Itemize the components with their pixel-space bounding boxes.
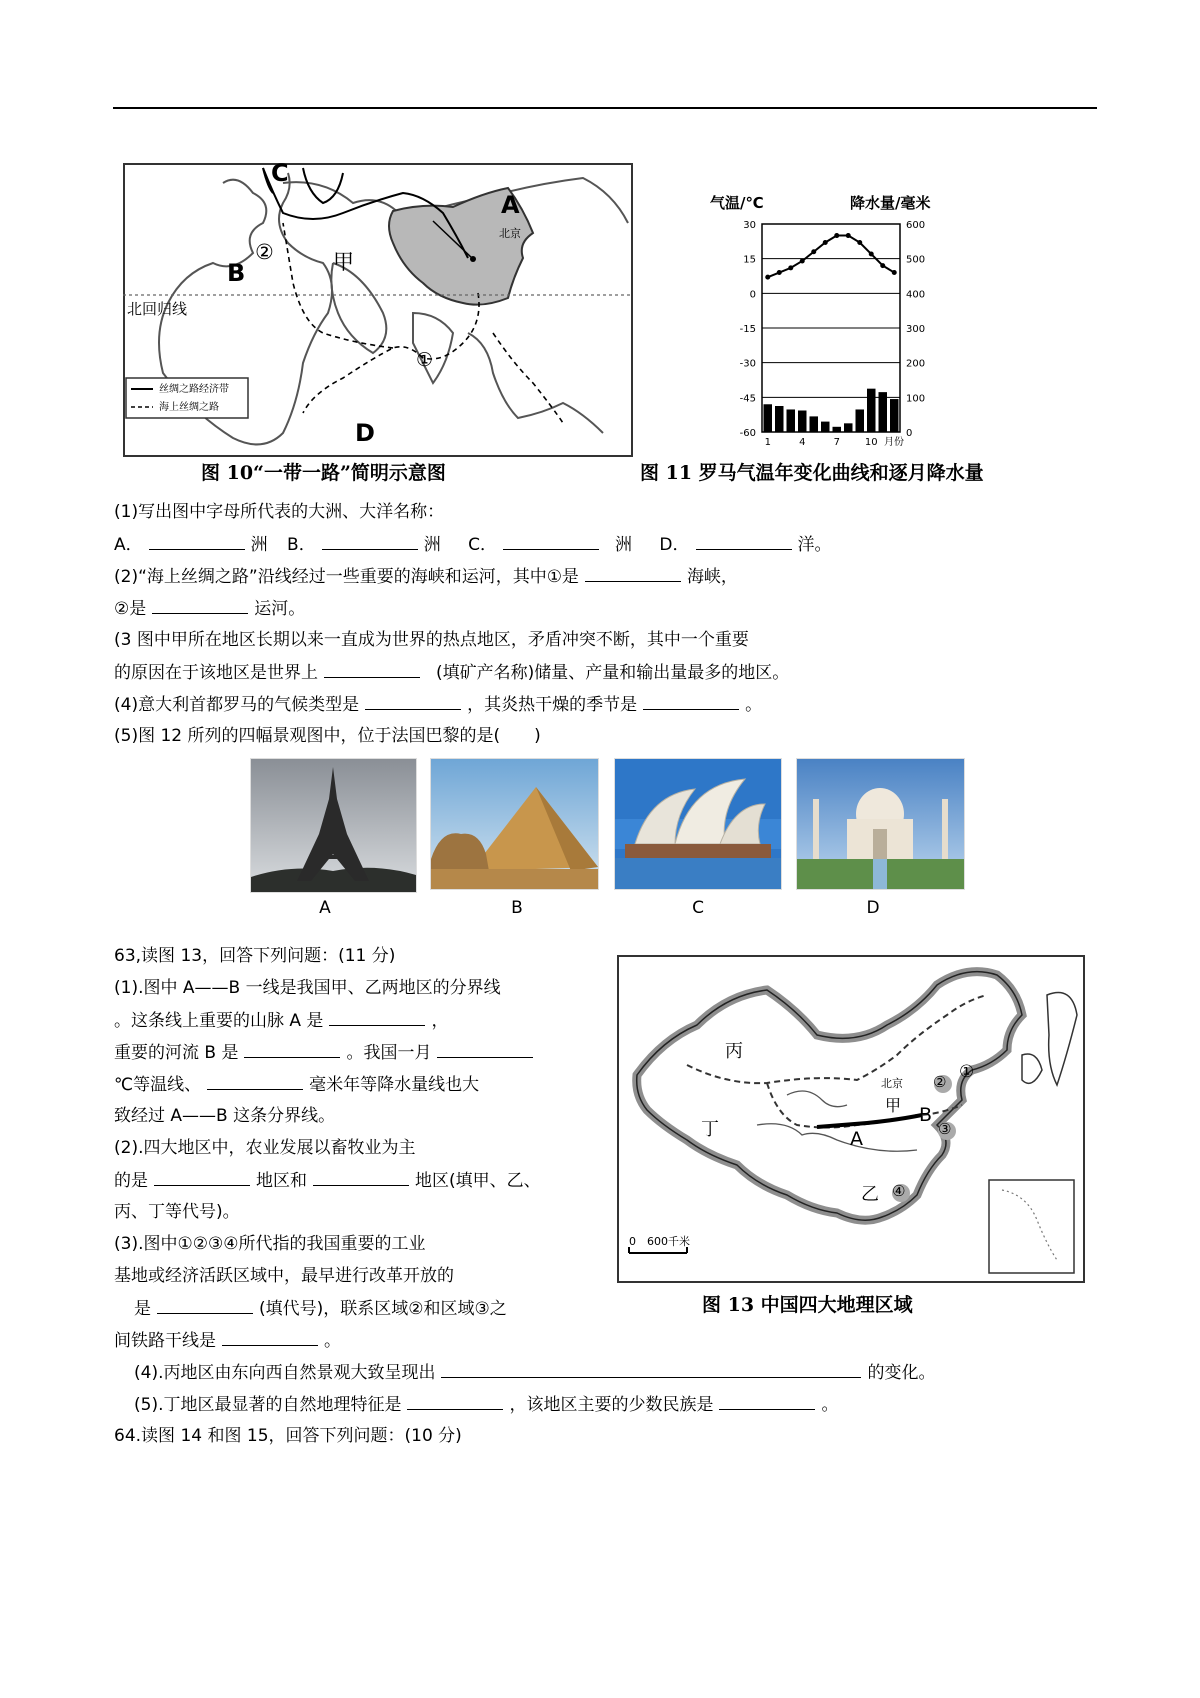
fig10-legend-belt: 丝绸之路经济带 [159,384,229,395]
photo-d-label: D [866,898,880,918]
q4-text-b: ，其炎热干燥的季节是 [467,695,638,715]
q64-title [114,1425,462,1447]
q1-c-label: C． [468,535,497,555]
temp-tick-label: -15 [739,324,756,335]
temperature-point [777,270,782,275]
fig10-circle-1: ① [416,349,434,371]
precip-bar [798,411,807,432]
q2-text-c: ②是 [114,599,147,619]
q63-p1-c: 重要的河流 B 是 [114,1043,239,1063]
q1-a-label: A． [114,535,143,555]
q63-p1-line2 [114,1009,448,1032]
fig10-legend-maritime: 海上丝绸之路 [159,402,219,413]
q4-season-blank[interactable] [643,693,739,710]
temperature-point [869,252,874,257]
month-tick-label: 1 [764,437,771,448]
question-3-line2 [114,661,789,684]
question-2-line2 [114,597,305,620]
q63-p2-b3: 地区(填甲、乙、 [415,1171,541,1191]
q63-pastoral-blank-2[interactable] [313,1169,409,1186]
q63-p2-a: (2).四大地区中，农业发展以畜牧业为主 [114,1138,416,1158]
q1-b-zhou: 洲 [423,535,441,555]
q63-p1-d2: 毫米年等降水量线也大 [309,1075,480,1095]
photo-b-label: B [511,898,523,918]
temperature-point [892,270,897,275]
q63-p3-line1 [114,1233,425,1255]
q1-b-blank[interactable] [322,533,418,550]
q63-p1-line5 [114,1105,335,1127]
figure-10-caption: 图 10“一带一路”简明示意图 [201,462,446,484]
temperature-point [834,233,839,238]
precip-tick-label: 400 [906,289,926,301]
q63-p3-d: 间铁路干线是 [114,1331,216,1351]
q1-c-zhou: 洲 [615,535,632,555]
q4-text-c: 。 [745,695,763,715]
q1-b-label: B． [287,535,316,555]
q2-text-a: (2)“海上丝绸之路”沿线经过一些重要的海峡和运河，其中①是 [114,567,579,587]
q63-landscape-blank[interactable] [441,1361,861,1378]
header-rule [113,107,1097,109]
precip-bar [890,399,899,432]
q63-p1-b2: ， [431,1011,449,1031]
q63-p2-line1 [114,1137,415,1159]
q63-p1-e: 致经过 A——B 这条分界线。 [114,1106,336,1126]
q3-text-b: 的原因在于该地区是世界上 [114,663,318,683]
figure-13-china-map [617,955,1085,1285]
q63-mountain-blank[interactable] [329,1009,425,1026]
q63-p5-b: ，该地区主要的少数民族是 [509,1395,714,1415]
figure-11-caption: 图 11 罗马气温年变化曲线和逐月降水量 [640,462,984,484]
fig13-region-ding: 丁 [701,1119,719,1140]
precip-bar [787,409,796,432]
fig10-letter-b: B [227,259,246,287]
month-tick-label: 4 [799,437,806,448]
precip-bar [810,416,819,432]
photo-c-label: C [692,898,704,918]
q2-strait-blank[interactable] [585,565,681,582]
temperature-point [765,275,770,280]
q1-d-yang: 洋。 [797,535,832,555]
q63-p3-c: 是 [134,1299,151,1319]
fig11-precip-axis-label: 降水量/毫米 [850,194,931,212]
precip-bar [856,409,865,432]
precip-bar [833,427,842,432]
fig10-beijing-label: 北京 [499,227,521,240]
temperature-point [880,263,885,268]
fig13-region-bing: 丙 [725,1041,743,1062]
fig11-temp-axis-label: 气温/℃ [710,194,764,212]
figure-11-climate-chart [710,192,960,452]
temp-tick-label: -30 [739,358,756,370]
q63-title [114,945,395,967]
temperature-point [846,233,851,238]
temp-tick-label: 30 [743,220,756,231]
q63-reform-blank[interactable] [157,1297,253,1314]
precip-tick-label: 500 [906,254,926,266]
precip-bar [879,392,888,432]
q63-minority-blank[interactable] [719,1393,815,1410]
q3-text-c: (填矿产名称)储量、产量和输出量最多的地区。 [436,663,790,683]
q1-d-label: D． [659,535,690,555]
fig13-scale-label: 0 600千米 [629,1235,690,1248]
q63-precip-blank[interactable] [207,1073,303,1090]
month-tick-label: 7 [833,437,840,448]
q63-p3-line2 [114,1265,454,1287]
q63-p1-line3 [114,1041,539,1064]
q63-p3-a: (3).图中①②③④所代指的我国重要的工业 [114,1234,426,1254]
precip-bar [764,404,773,432]
precip-tick-label: 200 [906,358,926,370]
temperature-point [857,240,862,245]
precip-tick-label: 600 [906,220,926,231]
photo-a-eiffel-tower [250,758,417,893]
q5-text: (5)图 12 所列的四幅景观图中，位于法国巴黎的是( ) [114,726,541,746]
fig13-mark-a: A [850,1128,863,1150]
fig13-mark-b: B [919,1104,933,1126]
q63-p5-a: (5).丁地区最显著的自然地理特征是 [134,1395,402,1415]
q2-text-b: 海峡， [686,567,738,587]
q63-feature-blank[interactable] [407,1393,503,1410]
fig10-tropic-label: 北回归线 [127,300,188,318]
q63-railway-blank[interactable] [222,1329,318,1346]
photo-a-label: A [319,898,331,918]
q63-p4-a: (4).丙地区由东向西自然景观大致呈现出 [134,1363,436,1383]
fig13-mark-2: ② [933,1073,947,1091]
temperature-point [788,265,793,270]
q1-a-zhou: 洲 [250,535,268,555]
precip-bar [775,406,784,432]
photo-b-pyramids [430,758,599,890]
q4-text-a: (4)意大利首都罗马的气候类型是 [114,695,360,715]
precip-bar [844,423,853,432]
temperature-point [811,249,816,254]
q1-text: (1)写出图中字母所代表的大洲、大洋名称： [114,502,445,522]
q63-p4-b: 的变化。 [867,1363,936,1383]
fig13-mark-1: ① [959,1062,975,1082]
temp-tick-label: 15 [743,254,756,266]
climate-svg [710,192,960,452]
q63-p2-line3 [114,1201,240,1223]
q63-p4 [134,1361,935,1384]
q1-c-blank[interactable] [503,533,599,550]
month-axis-label: 月份 [884,437,904,448]
q63-p2-b: 的是 [114,1171,148,1191]
temperature-point [823,240,828,245]
temp-tick-label: 0 [749,289,756,301]
temperature-line [768,236,895,278]
q64-title-text: 64.读图 14 和图 15，回答下列问题：(10 分) [114,1426,462,1446]
question-5 [114,725,541,747]
q63-p1-a: (1).图中 A——B 一线是我国甲、乙两地区的分界线 [114,978,501,998]
fig13-mark-3: ③ [938,1120,952,1138]
q63-p1-d: ℃等温线、 [114,1075,202,1095]
q63-title-text: 63,读图 13，回答下列问题：(11 分) [114,946,396,966]
q2-text-d: 运河。 [254,599,306,619]
temp-tick-label: -45 [739,393,756,405]
precip-bar [867,389,876,432]
fig10-letter-c: C [271,159,289,187]
q63-p5 [134,1393,838,1416]
q63-p3-line3 [134,1297,507,1320]
precip-tick-label: 300 [906,324,926,335]
q63-p1-c2: 。我国一月 [346,1043,432,1063]
figure-10-map [123,159,633,460]
month-tick-label: 10 [864,437,878,448]
q63-river-blank[interactable] [244,1041,340,1058]
precip-tick-label: 0 [906,428,913,439]
q63-p1-line1 [114,977,501,999]
q63-p3-c2: (填代号)，联系区域②和区域③之 [259,1299,507,1319]
q63-p2-line2 [114,1169,541,1192]
question-3-line1 [114,629,749,651]
question-1-blanks [114,533,832,556]
q1-a-blank[interactable] [149,533,245,550]
question-2-line1 [114,565,738,588]
q3-text-a: (3 图中甲所在地区长期以来一直成为世界的热点地区，矛盾冲突不断，其中一个重要 [114,630,749,650]
fig13-region-yi: 乙 [861,1184,879,1205]
photo-d-taj-mahal [796,758,965,890]
q1-d-blank[interactable] [696,533,792,550]
precip-tick-label: 100 [906,393,926,405]
fig10-jia-label: 甲 [333,250,354,274]
q2-canal-blank[interactable] [152,597,248,614]
precip-bar [821,422,830,432]
temperature-point [800,258,805,263]
q3-mineral-blank[interactable] [324,661,420,678]
q63-p5-c: 。 [821,1395,839,1415]
q63-p3-b: 基地或经济活跃区域中，最早进行改革开放的 [114,1266,454,1286]
q63-isotherm-blank[interactable] [437,1041,533,1058]
q63-p1-b: 。这条线上重要的山脉 A 是 [114,1011,324,1031]
q63-p1-line4 [114,1073,479,1096]
q4-climate-blank[interactable] [365,693,461,710]
q63-p2-b2: 地区和 [256,1171,307,1191]
fig13-region-jia: 甲 [885,1096,902,1115]
q63-p3-line4 [114,1329,341,1352]
fig13-beijing-label: 北京 [881,1077,903,1090]
q63-p3-d2: 。 [324,1331,341,1351]
question-1 [114,501,444,523]
photo-c-opera-house [614,758,782,890]
fig10-circle-2: ② [255,240,274,264]
temp-tick-label: -60 [739,428,756,439]
question-4 [114,693,762,716]
fig10-letter-d: D [355,419,375,447]
figure-13-caption: 图 13 中国四大地理区域 [702,1294,913,1316]
q63-pastoral-blank-1[interactable] [154,1169,250,1186]
q63-p2-c: 丙、丁等代号)。 [114,1202,240,1222]
fig10-letter-a: A [501,191,520,219]
fig13-mark-4: ④ [892,1182,906,1200]
